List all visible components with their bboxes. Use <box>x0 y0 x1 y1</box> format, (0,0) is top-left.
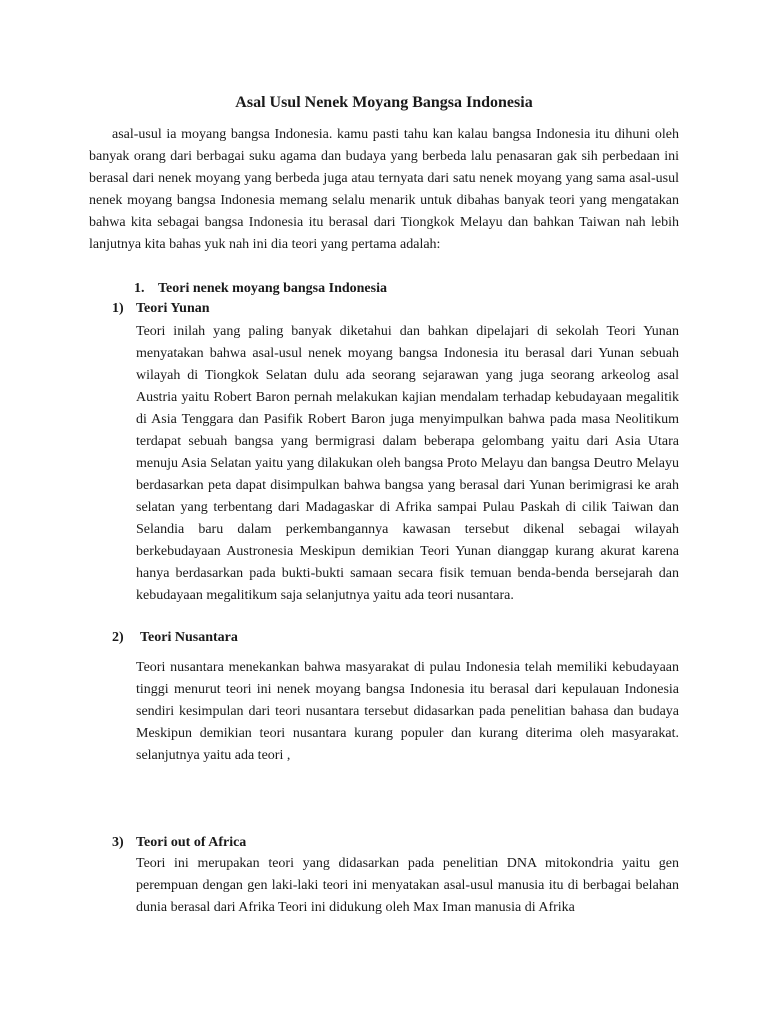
main-heading <box>134 278 387 300</box>
section-number: 3) <box>112 835 124 850</box>
section-heading-teori-out-of-africa <box>112 832 246 854</box>
section-heading-teori-nusantara <box>112 627 238 649</box>
section-title: Teori out of Africa <box>136 835 247 850</box>
section-body-teori-yunan: Teori inilah yang paling banyak diketahui dan bahkan dipelajari di sekolah Teori Yunan menyatakan bahwa asal-usul nenek moyang bangsa Indonesia itu berasal dari Yunan sebuah wilayah di Tiongkok Selatan dulu ada seorang sejarawan yang juga seorang arkeolog asal Austria yaitu Robert Baron pernah melakukan kajian mendalam terhadap kebudayaan megalitik di Asia Tenggara dan Pasifik Robert Baron juga menyimpulkan bahwa pada masa Neolitikum terdapat sebuah bangsa yang bermigrasi dalam beberapa gelombang yaitu dari Asia Utara menuju Asia Selatan yaitu yang dilakukan oleh bangsa Proto Melayu dan bangsa Deutro Melayu berdasarkan peta dapat disimpulkan bahwa bangsa yang berasal dari Yunan berimigrasi ke arah selatan yang terbentang dari Madagaskar di Afrika sampai Pulau Paskah di cilik Taiwan dan Selandia baru dalam perkembangannya kawasan tersebut dikenal sebagai wilayah berkebudayaan Austronesia Meskipun demikian Teori Yunan dianggap kurang akurat karena hanya berdasarkan pada bukti-bukti samaan secara fisik temuan benda-benda bersejarah dan kebudayaan megalitikum saja selanjutnya yaitu ada teori nusantara. <box>136 324 679 603</box>
main-heading-number: 1. <box>134 281 145 296</box>
section-title: Teori Nusantara <box>140 630 238 645</box>
main-heading-text: Teori nenek moyang bangsa Indonesia <box>158 281 387 296</box>
section-number: 2) <box>112 630 124 645</box>
section-body-teori-out-of-africa: Teori ini merupakan teori yang didasarkan pada penelitian DNA mitokondria yaitu gen perempuan dengan gen laki-laki teori ini menyatakan asal-usul manusia itu di berbagai belahan dunia berasal dari Afrika Teori ini didukung oleh Max Iman manusia di Afrika <box>136 856 679 915</box>
intro-paragraph: asal-usul ia moyang bangsa Indonesia. kamu pasti tahu kan kalau bangsa Indonesia itu dihuni oleh banyak orang dari berbagai suku agama dan budaya yang berbeda lalu penasaran gak sih perbedaan ini berasal dari nenek moyang yang berbeda juga atau ternyata dari satu nenek moyang yang sama asal-usul nenek moyang bangsa Indonesia memang selalu menarik untuk dibahas banyak teori yang mengatakan bahwa kita sebagai bangsa Indonesia itu berasal dari Tiongkok Melayu dan bahkan Taiwan nah lebih lanjutnya kita bahas yuk nah ini dia teori yang pertama adalah: <box>89 127 679 252</box>
document-title: Asal Usul Nenek Moyang Bangsa Indonesia <box>235 94 533 111</box>
section-body-teori-nusantara: Teori nusantara menekankan bahwa masyarakat di pulau Indonesia telah memiliki kebudayaan tinggi menurut teori ini nenek moyang bangsa Indonesia itu berasal dari kepulauan Indonesia sendiri kesimpulan dari teori nusantara tersebut didasarkan pada penelitian bahasa dan budaya Meskipun demikian teori nusantara kurang populer dan kurang diterima oleh masyarakat. selanjutnya yaitu ada teori , <box>136 660 679 763</box>
section-heading-teori-yunan <box>112 298 210 320</box>
section-number: 1) <box>112 301 124 316</box>
section-title: Teori Yunan <box>136 301 210 316</box>
